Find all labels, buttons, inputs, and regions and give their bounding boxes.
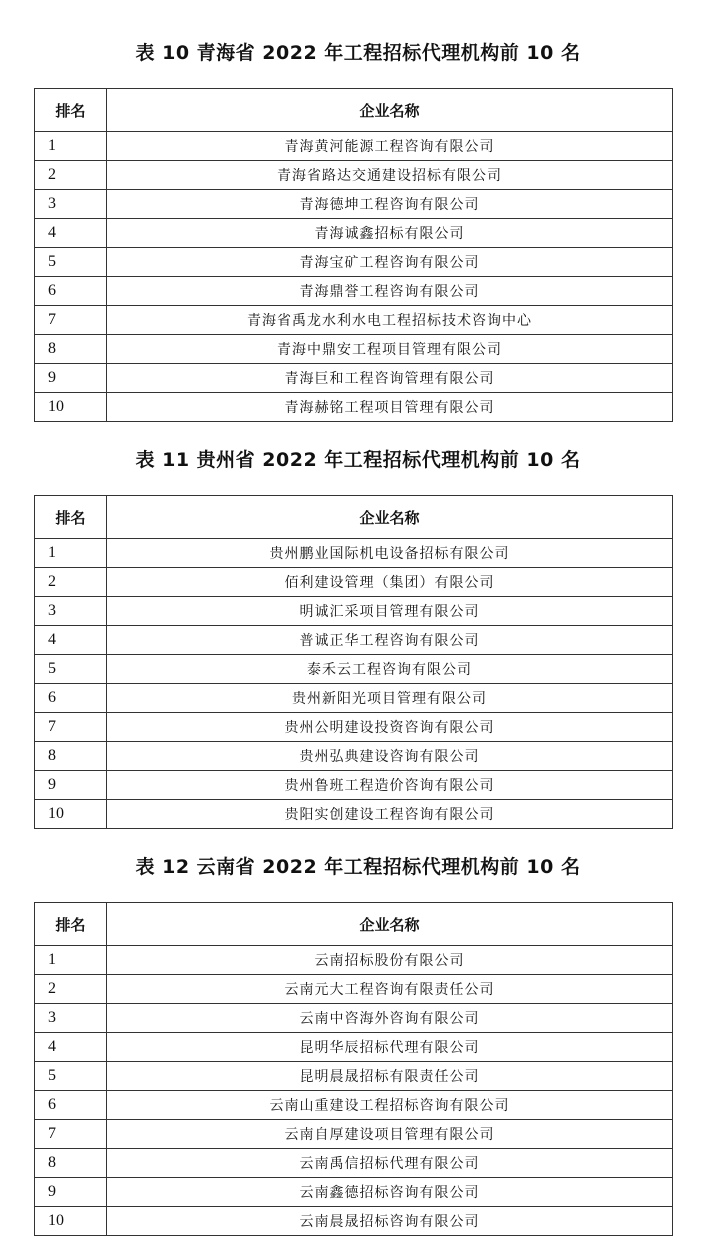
- table-row: [35, 1004, 673, 1033]
- rank-cell: 6: [35, 1091, 107, 1120]
- table-row: [35, 306, 673, 335]
- company-name-cell: 青海赫铭工程项目管理有限公司: [107, 393, 673, 422]
- company-name-cell: 昆明晨晟招标有限责任公司: [107, 1062, 673, 1091]
- table-section-yunnan: [0, 850, 716, 884]
- company-name-cell: 明诚汇采项目管理有限公司: [107, 597, 673, 626]
- header-rank: 排名: [35, 89, 107, 132]
- table-row: [35, 219, 673, 248]
- table-header-row: [35, 903, 673, 946]
- header-company-name: 企业名称: [107, 496, 673, 539]
- rank-cell: 3: [35, 597, 107, 626]
- table-header-row: [35, 89, 673, 132]
- table-row: [35, 277, 673, 306]
- table-row: [35, 684, 673, 713]
- table-row: [35, 1091, 673, 1120]
- company-name-cell: 云南元大工程咨询有限责任公司: [107, 975, 673, 1004]
- rank-cell: 3: [35, 1004, 107, 1033]
- company-name-cell: 云南鑫德招标咨询有限公司: [107, 1178, 673, 1207]
- table-row: [35, 975, 673, 1004]
- company-name-cell: 佰利建设管理（集团）有限公司: [107, 568, 673, 597]
- rank-cell: 4: [35, 1033, 107, 1062]
- rank-cell: 3: [35, 190, 107, 219]
- company-name-cell: 贵州公明建设投资咨询有限公司: [107, 713, 673, 742]
- rank-cell: 2: [35, 161, 107, 190]
- table-row: [35, 626, 673, 655]
- table-row: [35, 248, 673, 277]
- company-name-cell: 普诚正华工程咨询有限公司: [107, 626, 673, 655]
- company-name-cell: 贵阳实创建设工程咨询有限公司: [107, 800, 673, 829]
- company-name-cell: 青海诚鑫招标有限公司: [107, 219, 673, 248]
- company-name-cell: 云南晨晟招标咨询有限公司: [107, 1207, 673, 1236]
- company-name-cell: 青海中鼎安工程项目管理有限公司: [107, 335, 673, 364]
- table-row: [35, 568, 673, 597]
- rank-cell: 9: [35, 364, 107, 393]
- company-name-cell: 贵州鹏业国际机电设备招标有限公司: [107, 539, 673, 568]
- company-name-cell: 青海德坤工程咨询有限公司: [107, 190, 673, 219]
- table-section-guizhou: [0, 443, 716, 477]
- table-row: [35, 1149, 673, 1178]
- rank-cell: 9: [35, 771, 107, 800]
- ranking-table-guizhou: [34, 495, 673, 829]
- rank-cell: 1: [35, 946, 107, 975]
- company-name-cell: 青海巨和工程咨询管理有限公司: [107, 364, 673, 393]
- rank-cell: 2: [35, 568, 107, 597]
- rank-cell: 8: [35, 1149, 107, 1178]
- table-row: [35, 132, 673, 161]
- rank-cell: 5: [35, 655, 107, 684]
- header-rank: 排名: [35, 496, 107, 539]
- rank-cell: 5: [35, 248, 107, 277]
- rank-cell: 6: [35, 684, 107, 713]
- table-title: 表 11 贵州省 2022 年工程招标代理机构前 10 名: [135, 449, 581, 471]
- company-name-cell: 贵州新阳光项目管理有限公司: [107, 684, 673, 713]
- table-row: [35, 742, 673, 771]
- company-name-cell: 贵州弘典建设咨询有限公司: [107, 742, 673, 771]
- header-company-name: 企业名称: [107, 89, 673, 132]
- rank-cell: 8: [35, 335, 107, 364]
- company-name-cell: 青海省路达交通建设招标有限公司: [107, 161, 673, 190]
- company-name-cell: 云南山重建设工程招标咨询有限公司: [107, 1091, 673, 1120]
- table-row: [35, 335, 673, 364]
- ranking-table-qinghai: [34, 88, 673, 422]
- rank-cell: 10: [35, 800, 107, 829]
- table-row: [35, 771, 673, 800]
- header-company-name: 企业名称: [107, 903, 673, 946]
- header-rank: 排名: [35, 903, 107, 946]
- rank-cell: 9: [35, 1178, 107, 1207]
- table-row: [35, 1120, 673, 1149]
- rank-cell: 4: [35, 219, 107, 248]
- rank-cell: 10: [35, 393, 107, 422]
- rank-cell: 1: [35, 132, 107, 161]
- rank-cell: 7: [35, 306, 107, 335]
- company-name-cell: 云南招标股份有限公司: [107, 946, 673, 975]
- table-row: [35, 161, 673, 190]
- table-row: [35, 1207, 673, 1236]
- rank-cell: 7: [35, 713, 107, 742]
- table-title: 表 10 青海省 2022 年工程招标代理机构前 10 名: [135, 42, 581, 64]
- table-row: [35, 597, 673, 626]
- table-row: [35, 190, 673, 219]
- rank-cell: 1: [35, 539, 107, 568]
- table-row: [35, 393, 673, 422]
- rank-cell: 4: [35, 626, 107, 655]
- table-row: [35, 539, 673, 568]
- rank-cell: 7: [35, 1120, 107, 1149]
- table-row: [35, 655, 673, 684]
- table-row: [35, 1062, 673, 1091]
- company-name-cell: 青海省禹龙水利水电工程招标技术咨询中心: [107, 306, 673, 335]
- rank-cell: 2: [35, 975, 107, 1004]
- company-name-cell: 贵州鲁班工程造价咨询有限公司: [107, 771, 673, 800]
- company-name-cell: 昆明华辰招标代理有限公司: [107, 1033, 673, 1062]
- table-row: [35, 946, 673, 975]
- table-row: [35, 1178, 673, 1207]
- company-name-cell: 云南中咨海外咨询有限公司: [107, 1004, 673, 1033]
- table-header-row: [35, 496, 673, 539]
- rank-cell: 10: [35, 1207, 107, 1236]
- company-name-cell: 青海黄河能源工程咨询有限公司: [107, 132, 673, 161]
- rank-cell: 5: [35, 1062, 107, 1091]
- table-title: 表 12 云南省 2022 年工程招标代理机构前 10 名: [135, 856, 581, 878]
- ranking-table-yunnan: [34, 902, 673, 1236]
- company-name-cell: 青海鼎誉工程咨询有限公司: [107, 277, 673, 306]
- company-name-cell: 青海宝矿工程咨询有限公司: [107, 248, 673, 277]
- table-row: [35, 364, 673, 393]
- rank-cell: 6: [35, 277, 107, 306]
- company-name-cell: 云南禹信招标代理有限公司: [107, 1149, 673, 1178]
- table-row: [35, 800, 673, 829]
- rank-cell: 8: [35, 742, 107, 771]
- table-row: [35, 1033, 673, 1062]
- table-section-qinghai: [0, 36, 716, 70]
- table-row: [35, 713, 673, 742]
- company-name-cell: 泰禾云工程咨询有限公司: [107, 655, 673, 684]
- company-name-cell: 云南自厚建设项目管理有限公司: [107, 1120, 673, 1149]
